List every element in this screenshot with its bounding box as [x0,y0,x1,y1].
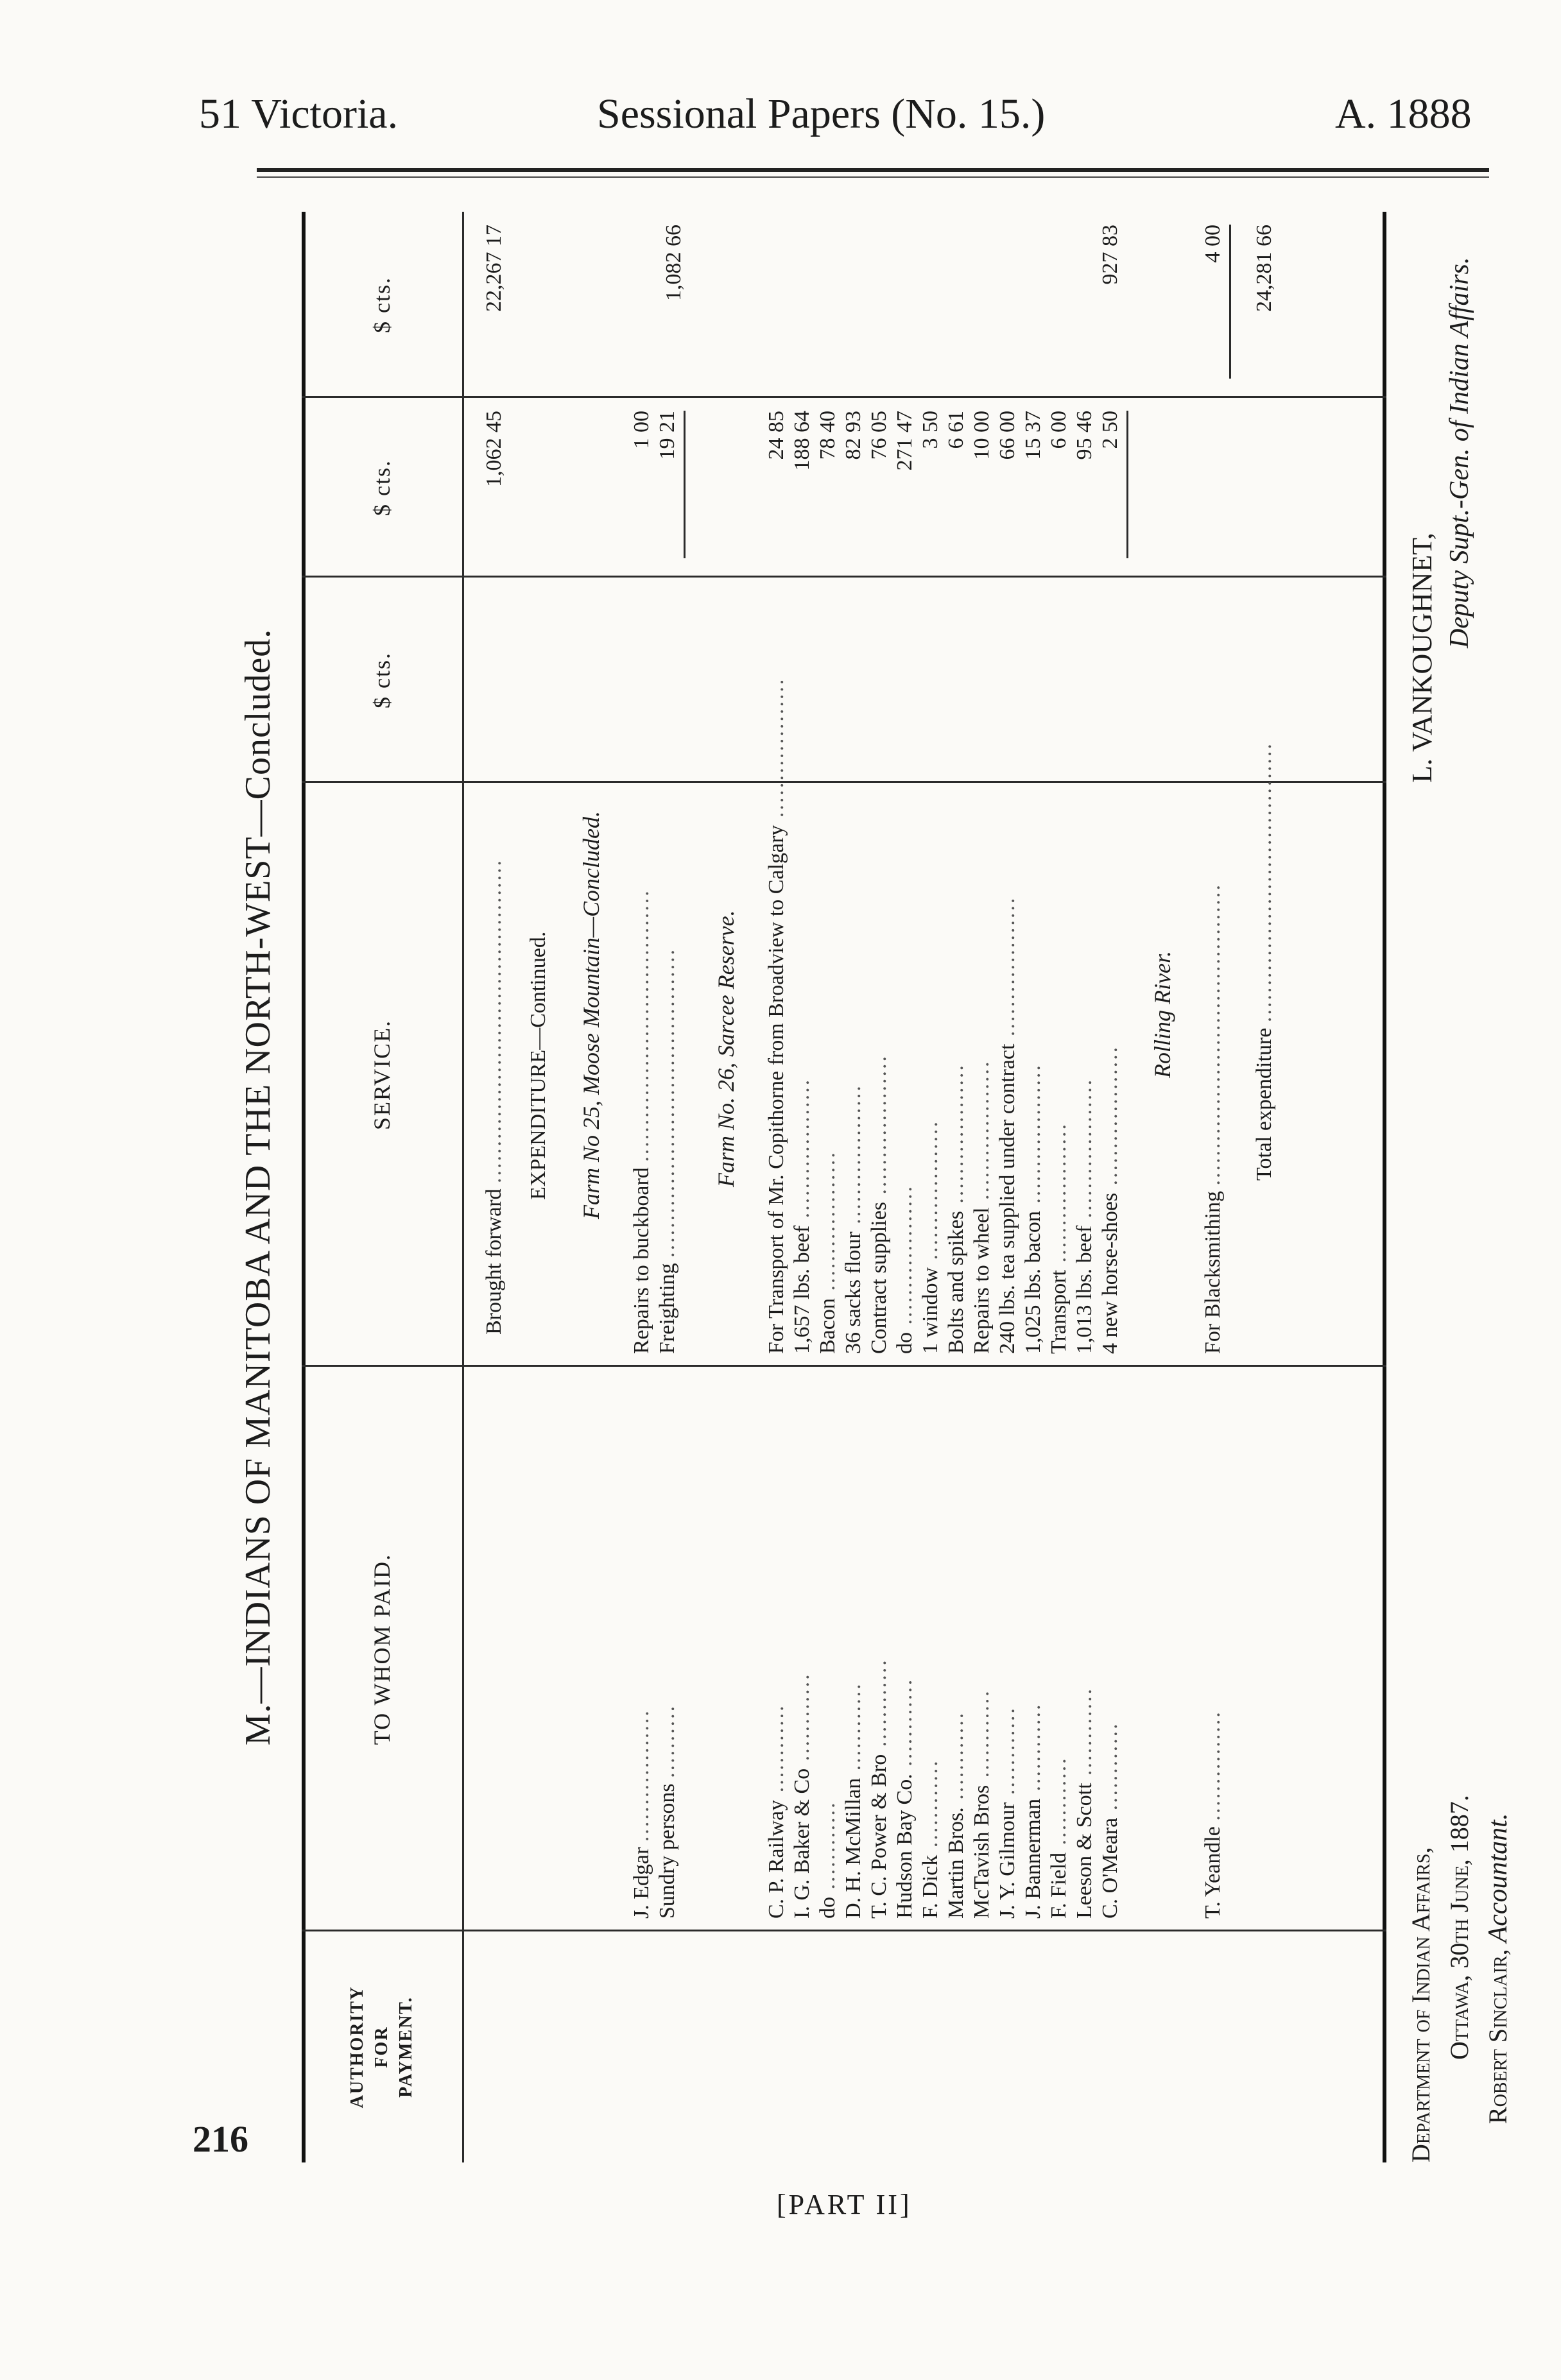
rolling-river-who: T. Yeandle ............... [1201,1710,1225,1919]
farm26-row-service: Contract supplies ................... [867,1054,891,1354]
farm25-heading: Farm No 25, Moose Mountain—Concluded. [578,811,604,1219]
rotated-table-page [237,212,1513,2162]
farm26-row-amount: 271 47 [893,411,917,471]
farm26-row-who: McTavish Bros ............ [970,1689,994,1919]
farm26-row-amount: 10 00 [970,411,994,460]
table-header-rule [462,212,464,2162]
farm25-subtotal: 1,082 66 [662,225,686,301]
farm26-row-service: Bolts and spikes ................... [944,1063,968,1354]
farm26-row-service: 1 window ................... [918,1119,942,1354]
farm26-row-service: Repairs to wheel ................... [970,1059,994,1354]
total-label: Total expenditure ...................................... [1252,742,1276,1181]
col-rule [302,396,1386,398]
header-dollars-2: $ cts. [369,459,395,516]
farm26-row-service: 240 lbs. tea supplied under contract ................... [996,896,1019,1354]
farm25-row-service: Repairs to buckboard ..................................... [630,889,653,1354]
farm26-row-who: Leeson & Scott ............ [1073,1686,1096,1919]
rolling-river-amount: 4 00 [1201,225,1225,263]
farm26-row-who: C. P. Railway ............ [764,1704,788,1919]
farm26-row-amount: 76 05 [867,411,891,460]
header-year: A. 1888 [1335,90,1472,137]
farm26-row-service: 4 new horse-shoes ................... [1098,1045,1122,1354]
farm26-row-service: 1,025 lbs. bacon ................... [1021,1063,1045,1354]
farm26-row-service: 1,657 lbs. beef ................... [790,1077,814,1354]
farm26-row-who: D. H. McMillan ............ [841,1682,865,1919]
header-sessional-papers: Sessional Papers (No. 15.) [597,90,1046,137]
farm26-row-service: For Transport of Mr. Copithorne from Broadview to Calgary ................... [764,677,788,1354]
header-to-whom-paid: TO WHOM PAID. [369,1553,395,1745]
header-authority: AUTHORITY FOR PAYMENT. [347,1985,416,2109]
farm26-row-who: Martin Bros. ............ [944,1711,968,1919]
farm26-row-service: 36 sacks flour ................... [841,1084,865,1354]
farm26-row-amount: 2 50 [1098,411,1122,449]
farm26-row-service: Bacon ................... [816,1151,840,1354]
header-rule-thin [257,176,1489,178]
farm25-row-who: J. Edgar .................. [630,1709,653,1919]
farm25-row-service: Freighting .......................................... [655,947,679,1354]
farm26-row-who: J. Y. Gilmour ............ [996,1706,1019,1919]
table-title: M.—INDIANS OF MANITOBA AND THE NORTH-WEST—Concluded. [238,628,278,1746]
farm26-row-who: T. C. Power & Bro ............ [867,1658,891,1919]
farm26-row-service: do ................... [893,1185,917,1354]
farm26-row-amount: 6 61 [944,411,968,449]
col-rule [302,576,1386,578]
rolling-river-sum-rule [1229,225,1231,379]
expenditure-heading: EXPENDITURE—Continued. [526,931,550,1200]
farm26-subtotal: 927 83 [1098,225,1122,285]
farm26-sum-rule [1126,411,1128,558]
farm26-row-who: J. Bannerman ............ [1021,1702,1045,1919]
rolling-river-heading: Rolling River. [1150,951,1175,1078]
farm25-sum-rule [684,411,686,558]
col-rule [302,781,1386,783]
header-dollars-1: $ cts. [369,652,395,708]
farm26-heading: Farm No. 26, Sarcee Reserve. [713,910,739,1187]
footer-accountant: Robert Sinclair, Accountant. [1483,1813,1513,2124]
farm26-row-who: F. Dick ............ [918,1759,942,1919]
farm26-row-amount: 3 50 [918,411,942,449]
header-rule [257,168,1489,172]
table-bottom-rule [1383,212,1386,2162]
brought-forward-label: Brought forward ............................................ [482,858,506,1335]
farm26-row-amount: 66 00 [996,411,1019,460]
farm26-row-amount: 188 64 [790,411,814,471]
farm26-row-amount: 24 85 [764,411,788,460]
farm26-row-amount: 78 40 [816,411,840,460]
header-service: SERVICE. [369,1019,395,1131]
signature-title: Deputy Supt.-Gen. of Indian Affairs. [1445,257,1474,648]
farm25-row-who: Sundry persons .......... [655,1704,679,1919]
farm26-row-amount: 15 37 [1021,411,1045,460]
rolling-river-service: For Blacksmithing ......................................... [1201,882,1225,1354]
farm26-row-amount: 82 93 [841,411,865,460]
footer-department: Department of Indian Affairs, [1406,1847,1435,2162]
header-session: 51 Victoria. [199,90,399,137]
farm26-row-who: F. Field ............ [1047,1756,1071,1919]
farm26-row-service: Transport ................... [1047,1122,1071,1354]
farm26-row-who: C. O'Meara ............ [1098,1722,1122,1919]
page-number: 216 [193,2118,248,2160]
footer-place-date: Ottawa, 30th June, 1887. [1445,1795,1474,2060]
col-rule [302,1930,1386,1931]
expenditure-table [302,212,1386,2162]
farm26-row-who: do ............ [816,1801,840,1919]
total-amount: 24,281 66 [1252,225,1276,312]
farm26-row-amount: 6 00 [1047,411,1071,449]
farm25-row-amount: 19 21 [655,411,679,460]
part-label: [PART II] [777,2189,912,2220]
signature-name: L. VANKOUGHNET, [1406,533,1438,783]
brought-forward-c2: 22,267 17 [482,225,506,312]
farm26-row-who: I. G. Baker & Co ............ [790,1672,814,1919]
brought-forward-c1: 1,062 45 [482,411,506,487]
farm26-row-service: 1,013 lbs. beef ................... [1073,1077,1096,1354]
header-dollars-3: $ cts. [369,277,395,333]
col-rule [302,1365,1386,1367]
farm26-row-who: Hudson Bay Co. ............ [893,1677,917,1919]
farm26-row-amount: 95 46 [1073,411,1096,460]
farm25-row-amount: 1 00 [630,411,653,449]
